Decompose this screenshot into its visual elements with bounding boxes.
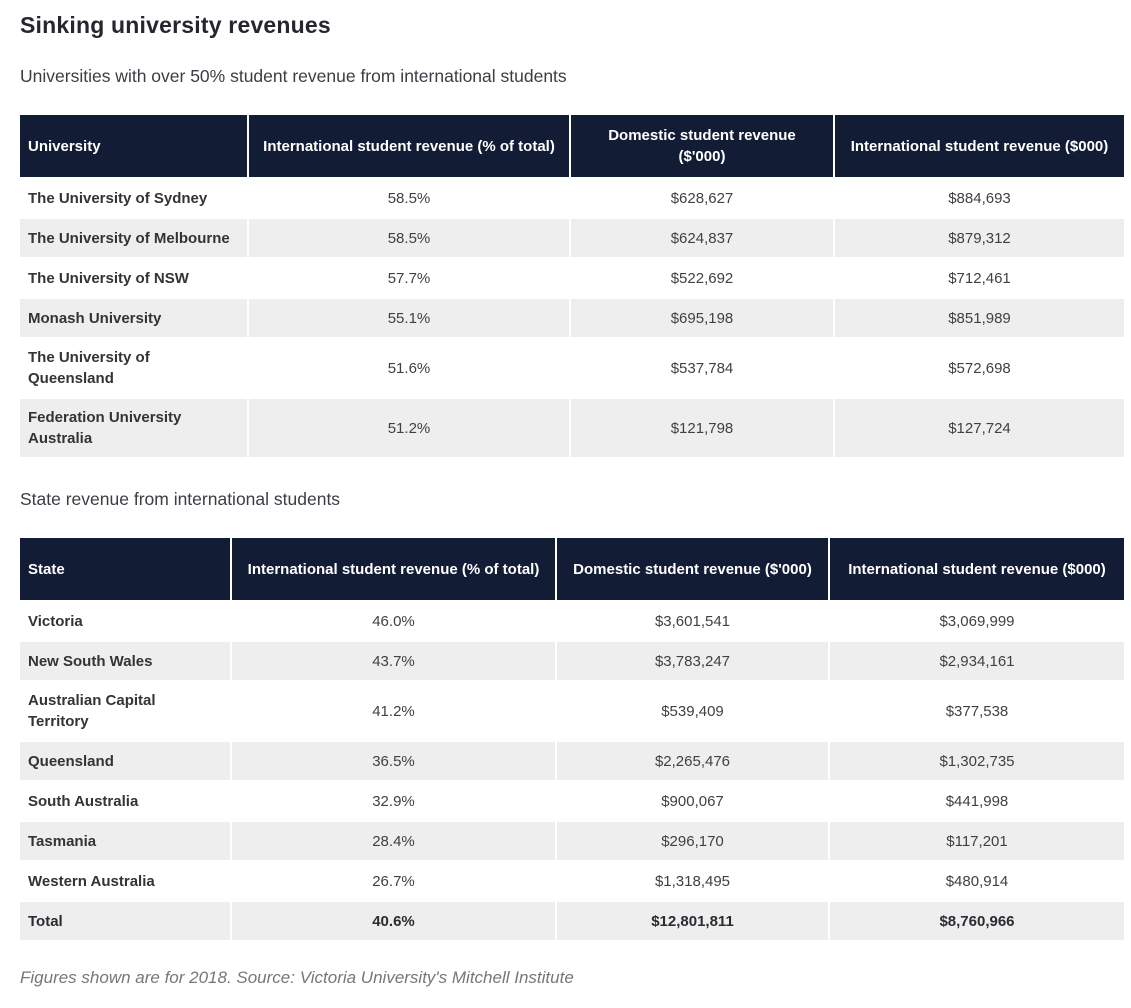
domestic-revenue-value: $121,798 [571,399,833,457]
domestic-revenue-value: $296,170 [557,822,828,860]
table-row [20,682,1124,740]
table-row [20,299,1124,337]
domestic-revenue-value: $537,784 [670,359,734,377]
total-international-revenue-value: $8,760,966 [830,902,1124,940]
column-header-international-revenue: International student revenue ($000) [830,538,1124,600]
table-row [20,782,1124,820]
pct-international-value: 28.4% [232,822,555,860]
pct-international-value: 51.2% [249,399,569,457]
pct-international-value: 51.6% [387,359,431,377]
international-revenue-value: $851,989 [835,299,1124,337]
pct-international-value: 36.5% [232,742,555,780]
university-table-caption: Universities with over 50% student revenue from international students [20,66,567,86]
total-domestic-revenue-value: $12,801,811 [557,902,828,940]
international-revenue-value: $1,302,735 [830,742,1124,780]
international-revenue-value: $879,312 [835,219,1124,257]
state-name: Victoria [28,612,83,630]
international-revenue-value: $3,069,999 [939,612,1015,630]
state-name: Tasmania [20,822,230,860]
domestic-revenue-value: $628,627 [670,189,734,207]
university-name: Federation University Australia [20,399,247,457]
table-row [20,862,1124,900]
column-header-pct-international: International student revenue (% of total) [232,538,555,600]
column-header-domestic-revenue: Domestic student revenue ($'000) [571,115,833,177]
university-table-header-row [20,115,1124,177]
international-revenue-value: $441,998 [945,792,1009,810]
source-note: Figures shown are for 2018. Source: Victoria University's Mitchell Institute [20,968,574,987]
pct-international-value: 43.7% [232,642,555,680]
domestic-revenue-value: $900,067 [661,792,724,810]
domestic-revenue-value: $522,692 [670,269,734,287]
international-revenue-value: $712,461 [948,269,1011,287]
total-label: Total [20,902,230,940]
state-name: South Australia [28,792,139,810]
international-revenue-value: $127,724 [835,399,1124,457]
pct-international-value: 55.1% [249,299,569,337]
table-row [20,259,1124,297]
state-name: New South Wales [20,642,230,680]
international-revenue-value: $572,698 [948,359,1011,377]
university-name: The University of Queensland [28,349,150,387]
domestic-revenue-value: $1,318,495 [654,872,731,890]
state-table-header-row [20,538,1124,600]
university-name: The University of Sydney [28,189,208,207]
table-row [20,822,1124,860]
pct-international-value: 26.7% [372,872,415,890]
domestic-revenue-value: $3,783,247 [557,642,828,680]
international-revenue-value: $2,934,161 [830,642,1124,680]
total-pct-international-value: 40.6% [232,902,555,940]
pct-international-value: 41.2% [372,702,415,720]
column-header-pct-international: International student revenue (% of total) [249,115,569,177]
table-row [20,742,1124,780]
column-header-state: State [20,538,230,600]
table-row [20,179,1124,217]
state-table-caption: State revenue from international students [20,489,341,509]
table-row [20,339,1124,397]
domestic-revenue-value: $3,601,541 [654,612,731,630]
table-row [20,399,1124,457]
international-revenue-value: $377,538 [945,702,1009,720]
pct-international-value: 57.7% [387,269,431,287]
university-name: The University of Melbourne [20,219,247,257]
university-name: Monash University [20,299,247,337]
domestic-revenue-value: $539,409 [661,702,724,720]
table-row [20,602,1124,640]
state-name: Western Australia [28,872,155,890]
table-row [20,219,1124,257]
international-revenue-value: $884,693 [948,189,1011,207]
column-header-international-revenue: International student revenue ($000) [835,115,1124,177]
pct-international-value: 58.5% [387,189,431,207]
pct-international-value: 58.5% [249,219,569,257]
university-name: The University of NSW [28,269,189,287]
pct-international-value: 46.0% [372,612,415,630]
international-revenue-value: $117,201 [830,822,1124,860]
column-header-university: University [20,115,247,177]
state-name: Australian Capital Territory [28,692,156,730]
domestic-revenue-value: $2,265,476 [557,742,828,780]
university-table [18,113,1126,459]
pct-international-value: 32.9% [372,792,415,810]
international-revenue-value: $480,914 [945,872,1009,890]
column-header-domestic-revenue: Domestic student revenue ($'000) [557,538,828,600]
domestic-revenue-value: $695,198 [571,299,833,337]
page-title: Sinking university revenues [20,12,331,38]
domestic-revenue-value: $624,837 [571,219,833,257]
state-name: Queensland [20,742,230,780]
state-table [18,536,1126,942]
total-row [20,902,1124,940]
table-row [20,642,1124,680]
